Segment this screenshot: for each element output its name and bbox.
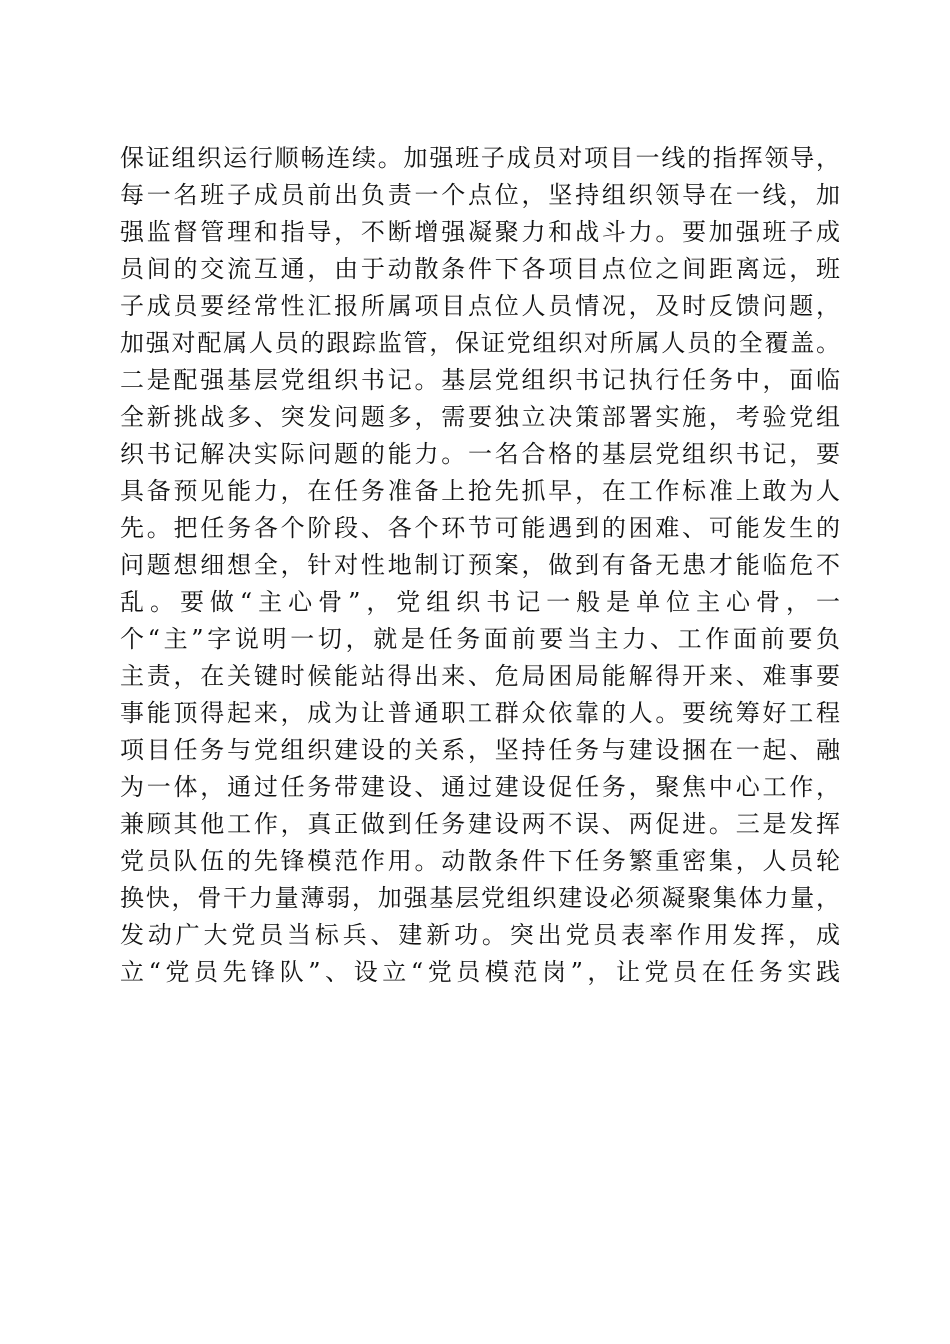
text-line: 党员队伍的先锋模范作用。动散条件下任务繁重密集，人员轮 bbox=[120, 847, 840, 875]
text-line: 强监督管理和指导，不断增强凝聚力和战斗力。要加强班子成 bbox=[120, 218, 840, 246]
text-line: 乱。要做“主心骨”，党组织书记一般是单位主心骨，一 bbox=[120, 588, 840, 616]
text-line: 子成员要经常性汇报所属项目点位人员情况，及时反馈问题， bbox=[120, 292, 840, 320]
text-line: 具备预见能力，在任务准备上抢先抓早，在工作标准上敢为人 bbox=[120, 477, 840, 505]
text-line: 加强对配属人员的跟踪监管，保证党组织对所属人员的全覆盖。 bbox=[120, 329, 840, 357]
text-line: 主责，在关键时候能站得出来、危局困局能解得开来、难事要 bbox=[120, 662, 840, 690]
text-line: 员间的交流互通，由于动散条件下各项目点位之间距离远，班 bbox=[120, 255, 840, 283]
text-line: 问题想细想全，针对性地制订预案，做到有备无患才能临危不 bbox=[120, 551, 840, 579]
text-line: 发动广大党员当标兵、建新功。突出党员表率作用发挥，成 bbox=[120, 921, 840, 949]
body-text bbox=[120, 140, 840, 991]
text-line: 兼顾其他工作，真正做到任务建设两不误、两促进。三是发挥 bbox=[120, 810, 840, 838]
text-line: 保证组织运行顺畅连续。加强班子成员对项目一线的指挥领导， bbox=[120, 144, 840, 172]
text-line: 织书记解决实际问题的能力。一名合格的基层党组织书记，要 bbox=[120, 440, 840, 468]
text-line: 为一体，通过任务带建设、通过建设促任务，聚焦中心工作， bbox=[120, 773, 840, 801]
text-line: 项目任务与党组织建设的关系，坚持任务与建设捆在一起、融 bbox=[120, 736, 840, 764]
text-line: 立“党员先锋队”、设立“党员模范岗”，让党员在任务实践 bbox=[120, 958, 840, 986]
text-line: 个“主”字说明一切，就是任务面前要当主力、工作面前要负 bbox=[120, 625, 840, 653]
text-line: 先。把任务各个阶段、各个环节可能遇到的困难、可能发生的 bbox=[120, 514, 840, 542]
text-line: 换快，骨干力量薄弱，加强基层党组织建设必须凝聚集体力量， bbox=[120, 884, 840, 912]
text-line: 全新挑战多、突发问题多，需要独立决策部署实施，考验党组 bbox=[120, 403, 840, 431]
text-line: 二是配强基层党组织书记。基层党组织书记执行任务中，面临 bbox=[120, 366, 840, 394]
text-line: 事能顶得起来，成为让普通职工群众依靠的人。要统筹好工程 bbox=[120, 699, 840, 727]
text-line: 每一名班子成员前出负责一个点位，坚持组织领导在一线，加 bbox=[120, 181, 840, 209]
